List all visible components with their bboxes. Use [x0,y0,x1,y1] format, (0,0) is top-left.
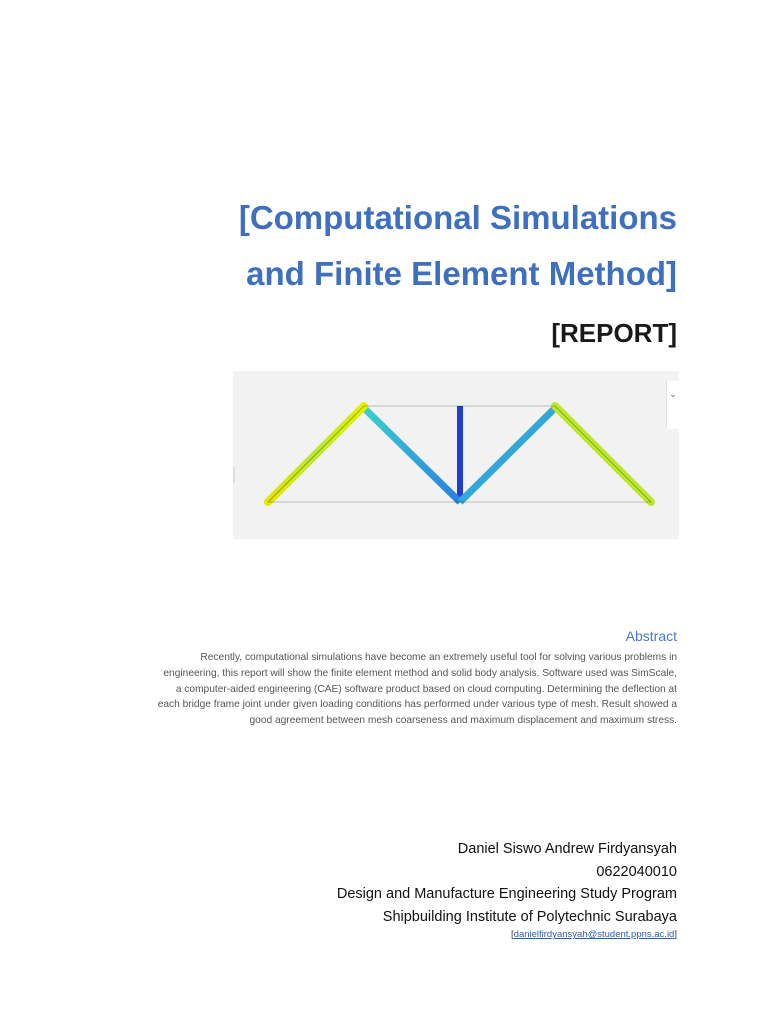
chevron-down-icon[interactable]: ⌄ [666,381,679,429]
abstract-body: Recently, computational simulations have become an extremely useful tool for solving various problems in engineering, this report will show the finite element method and solid body analysis. Software used was SimScale, a computer-aided engineering (CAE) software product based on cloud computing. Determining the deflection at each bridge frame joint under given loading conditions has performed under various type of mesh. Result showed a good agreement between mesh coarseness and maximum displacement and maximum stress. [157,652,677,727]
diagonal-member-1 [364,408,460,502]
email-bracket-open: [ [511,929,514,940]
student-id: 0622040010 [596,863,677,880]
bridge-truss-figure [233,371,679,539]
email-link[interactable]: danielfirdyansyah@student.ppns.ac.id [513,929,675,940]
diagonal-member-2 [460,408,555,502]
title-line-2: and Finite Element Method] [246,255,677,292]
institute: Shipbuilding Institute of Polytechnic Surabaya [382,908,677,925]
abstract-heading: Abstract [625,628,677,644]
author-block [337,838,677,942]
email-bracket-close: ] [674,929,677,940]
document-title [117,190,677,302]
truss-stress-plot [233,371,679,539]
document-subtitle: [REPORT] [551,318,677,348]
email-line [337,928,677,942]
study-program: Design and Manufacture Engineering Study Program [336,886,677,902]
title-line-1: [Computational Simulations [238,199,677,236]
figure-edge-marker [233,467,235,483]
author-name: Daniel Siswo Andrew Firdyansyah [457,841,677,857]
